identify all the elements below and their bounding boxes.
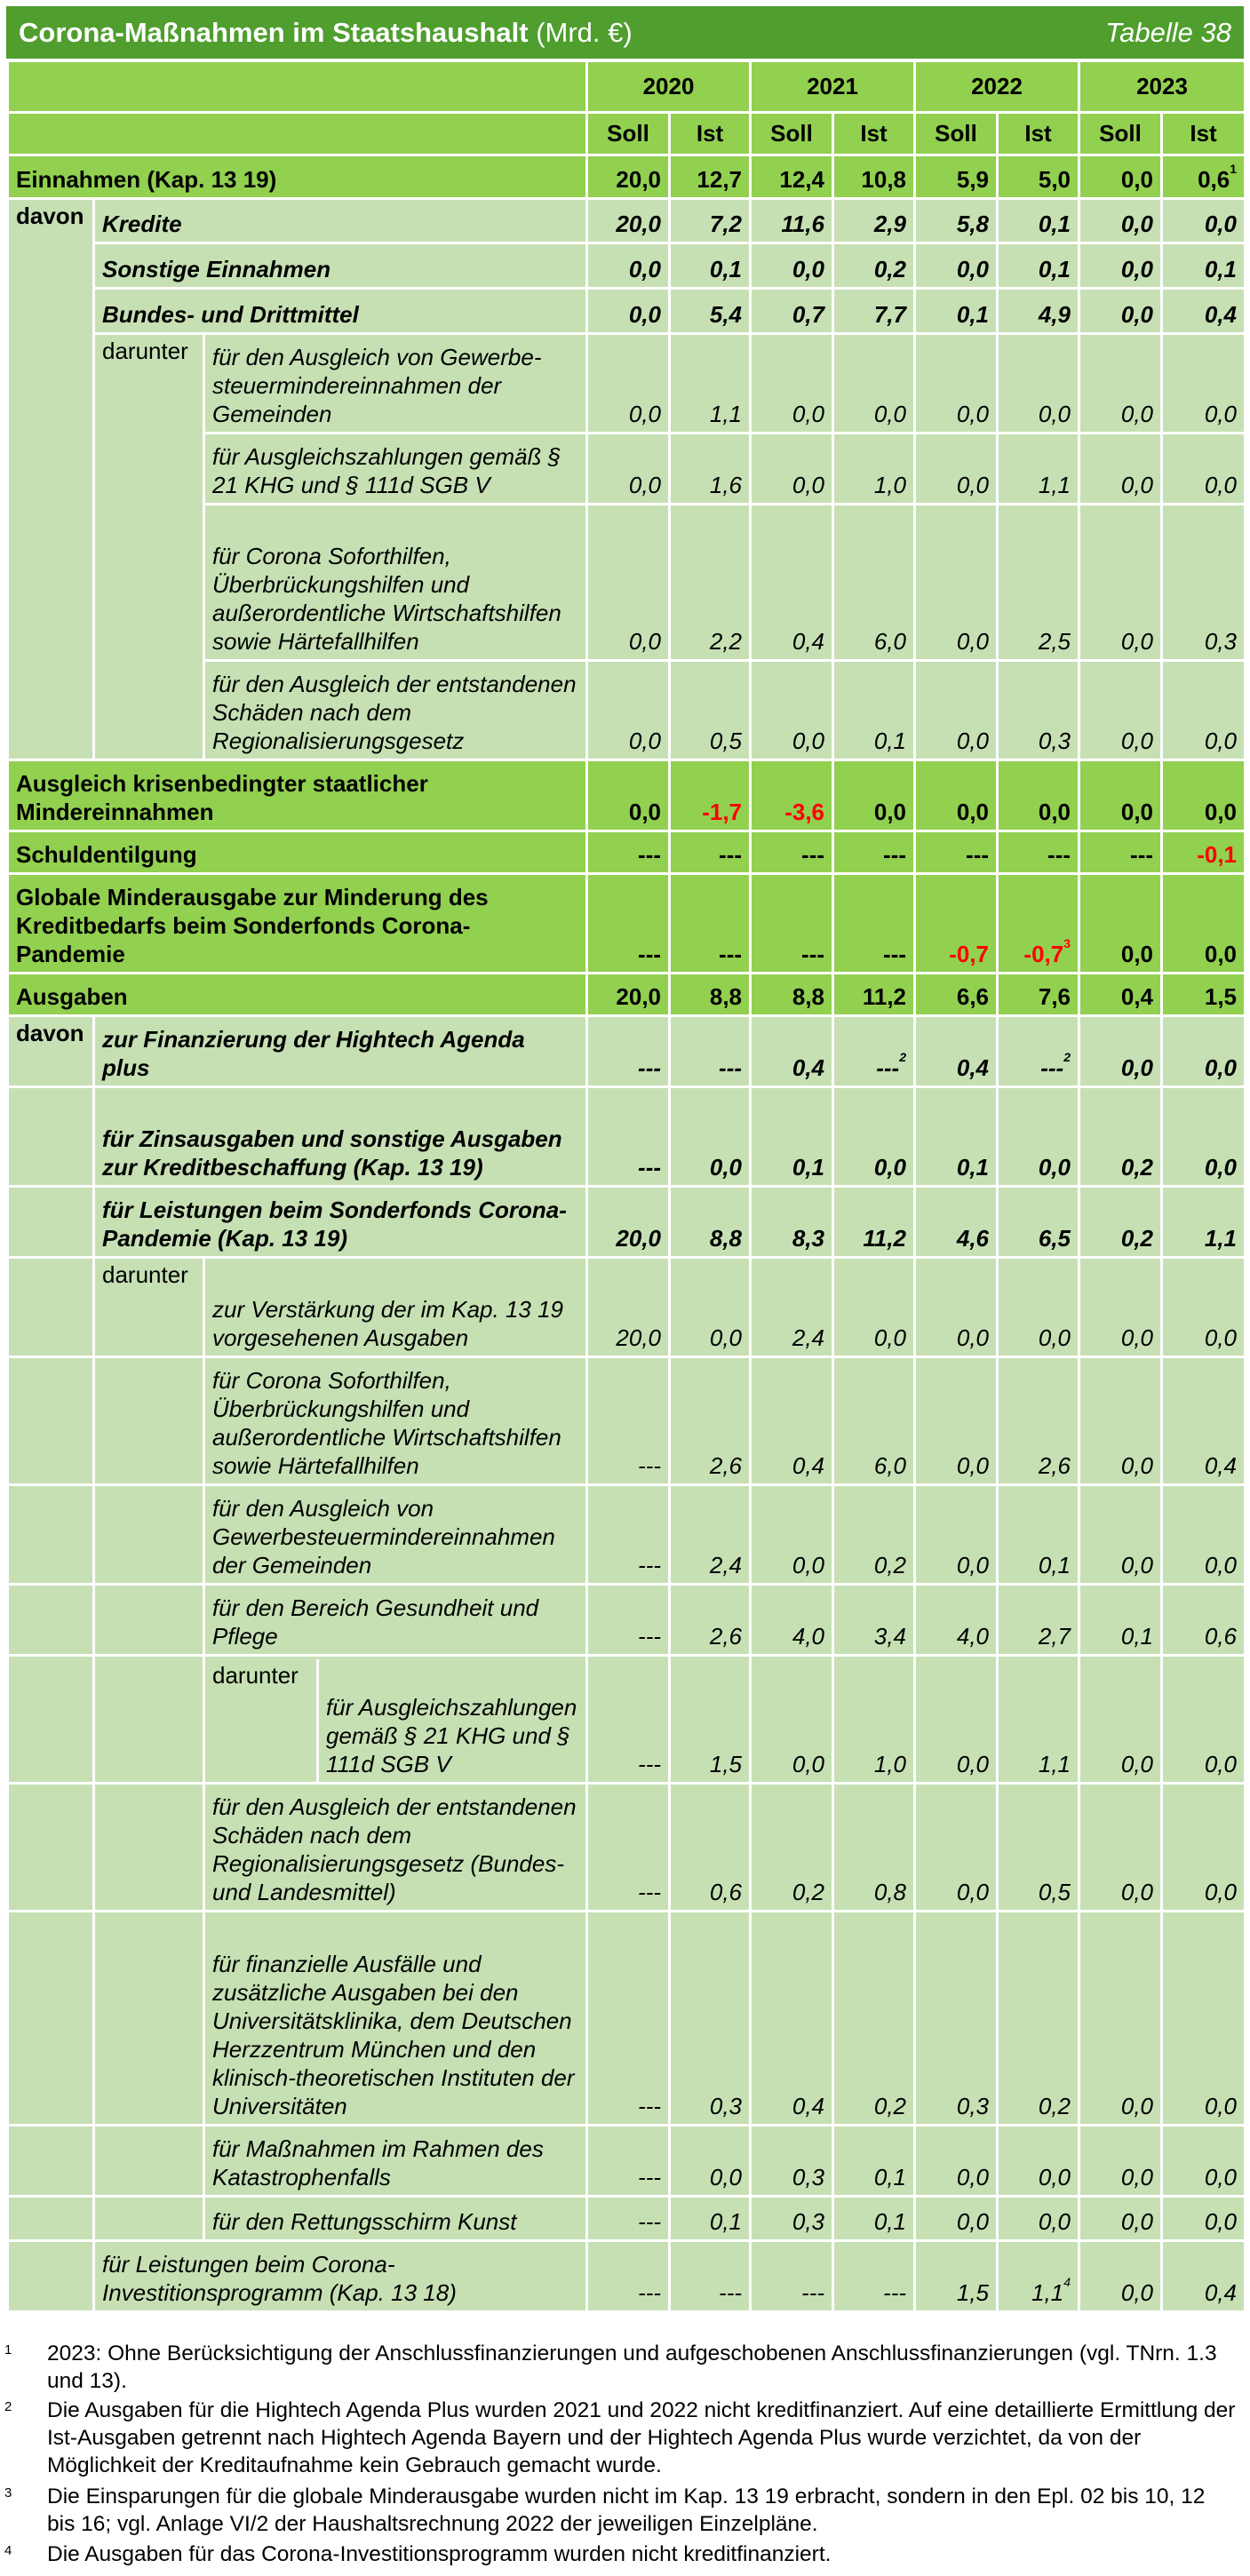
ist-header: Ist xyxy=(833,113,915,155)
year-2023: 2023 xyxy=(1079,61,1246,113)
row-aus-soforthilfen: für Corona Soforthilfen, Überbrückungshilfen und außerordentliche Wirtschaftshilfen sowie Härtefallhilfen --- 2,6 0,4 6,0 0,0 2,6 0,0 0,4 xyxy=(8,1357,1246,1485)
row-ein-khg: für Ausgleichszahlungen gemäß § 21 KHG und § 111d SGB V 0,0 1,6 0,0 1,0 0,0 1,1 0,0 0,0 xyxy=(8,433,1246,505)
row-kredite: davon Kredite 20,0 7,2 11,6 2,9 5,8 0,1 0,0 0,0 xyxy=(8,199,1246,243)
soll-header: Soll xyxy=(1079,113,1162,155)
ist-header: Ist xyxy=(998,113,1079,155)
row-ein-soforthilfen: für Corona Soforthilfen, Überbrückungshilfen und außerordentliche Wirtschaftshilfen sowie Härtefallhilfen 0,0 2,2 0,4 6,0 0,0 2,5 0,0 0,3 xyxy=(8,505,1246,661)
row-globale-minderausgabe: Globale Minderausgabe zur Minderung des Kreditbedarfs beim Sonderfonds Corona-Pandemie --- --- --- --- -0,7 $-0,7^3$ 0,0 0,0 xyxy=(8,874,1246,974)
row-leistungen-sonderfonds: für Leistungen beim Sonderfonds Corona-Pandemie (Kap. 13 19) 20,0 8,8 8,3 11,2 4,6 6,5 0,2 1,1 xyxy=(8,1187,1246,1258)
footnote-ref-1: 1 xyxy=(1230,162,1238,176)
table-title-bar xyxy=(6,6,1244,59)
header-years xyxy=(8,61,1246,113)
row-schuldentilgung: Schuldentilgung --- --- --- --- --- --- --- -0,1 xyxy=(8,831,1246,874)
ist-header: Ist xyxy=(670,113,751,155)
row-investitionsprogramm: für Leistungen beim Corona-Investitionsprogramm (Kap. 13 18) --- --- --- --- 1,5 $1,1^4$ 0,0 0,4 xyxy=(8,2241,1246,2312)
soll-header: Soll xyxy=(587,113,670,155)
year-2022: 2022 xyxy=(915,61,1079,113)
row-aus-katastrophenfall: für Maßnahmen im Rahmen des Katastrophenfalls --- 0,0 0,3 0,1 0,0 0,0 0,0 0,0 xyxy=(8,2126,1246,2197)
row-ein-regionalisierung: für den Ausgleich der entstandenen Schäden nach dem Regionalisierungsgesetz 0,0 0,5 0,0 0,1 0,0 0,3 0,0 0,0 xyxy=(8,661,1246,760)
davon-label: davon xyxy=(8,1016,94,1087)
row-ein-gewerbesteuer: darunter für den Ausgleich von Gewerbesteuermindereinnahmen der Gemeinden 0,0 1,1 0,0 0,0 0,0 0,0 0,0 0,0 xyxy=(8,334,1246,433)
header-soll-ist xyxy=(8,113,1246,155)
darunter-label: darunter xyxy=(205,1659,319,1782)
soll-header: Soll xyxy=(751,113,833,155)
row-aus-rettungsschirm-kunst: für den Rettungsschirm Kunst --- 0,1 0,3 0,1 0,0 0,0 0,0 0,0 xyxy=(8,2197,1246,2241)
davon-label: davon xyxy=(8,199,94,760)
darunter-label: darunter xyxy=(94,1258,204,1357)
ist-header: Ist xyxy=(1162,113,1246,155)
footnote-ref-2: 2 xyxy=(1063,1050,1071,1064)
row-label: Einnahmen (Kap. 13 19) xyxy=(8,155,587,199)
row-hightech: davon zur Finanzierung der Hightech Agenda plus --- --- 0,4 ---$^2$ 0,4 ---$^2$ 0,0 0,0 xyxy=(8,1016,1246,1087)
row-zinsausgaben: für Zinsausgaben und sonstige Ausgaben zur Kreditbeschaffung (Kap. 13 19) --- 0,0 0,1 0,0 0,1 0,0 0,2 0,0 xyxy=(8,1087,1246,1187)
table-number: Tabelle 38 xyxy=(1105,16,1231,48)
soll-header: Soll xyxy=(915,113,998,155)
darunter-label: darunter xyxy=(94,334,204,760)
row-aus-universitaetsklinika: für finanzielle Ausfälle und zusätzliche Ausgaben bei den Universitätsklinika, dem Deutschen Herzzentrum München und den klinisch-theoretischen Instituten der Universitäten --- 0,3 0,4 0,2 0,3 0,2 0,0 0,0 xyxy=(8,1912,1246,2126)
row-aus-khg: darunter für Ausgleichszahlungen gemäß § 21 KHG und § 111d SGB V --- 1,5 0,0 1,0 0,0 1,1 0,0 0,0 xyxy=(8,1656,1246,1784)
year-2021: 2021 xyxy=(751,61,915,113)
row-aus-gewerbesteuer: für den Ausgleich von Gewerbesteuermindereinnahmen der Gemeinden --- 2,4 0,0 0,2 0,0 0,1 0,0 0,0 xyxy=(8,1485,1246,1585)
row-bundes-drittmittel: Bundes- und Drittmittel 0,0 5,4 0,7 7,7 0,1 4,9 0,0 0,4 xyxy=(8,289,1246,334)
year-2020: 2020 xyxy=(587,61,751,113)
corona-table xyxy=(6,60,1246,2313)
row-einnahmen: Einnahmen (Kap. 13 19) 20,0 12,7 12,4 10,8 5,9 5,0 0,0 $0,6^1$ xyxy=(8,155,1246,199)
row-aus-gesundheit: für den Bereich Gesundheit und Pflege --- 2,6 4,0 3,4 4,0 2,7 0,1 0,6 xyxy=(8,1585,1246,1656)
footnote-ref-4: 4 xyxy=(1063,2275,1071,2289)
row-aus-regionalisierung: für den Ausgleich der entstandenen Schäden nach dem Regionalisierungsgesetz (Bundes- und Landesmittel) --- 0,6 0,2 0,8 0,0 0,5 0,0 0,0 xyxy=(8,1784,1246,1912)
row-ausgleich: Ausgleich krisenbedingter staatlicher Mindereinnahmen 0,0 -1,7 -3,6 0,0 0,0 0,0 0,0 0,0 xyxy=(8,760,1246,831)
row-sonstige-einnahmen: Sonstige Einnahmen 0,0 0,1 0,0 0,2 0,0 0,1 0,0 0,1 xyxy=(8,243,1246,289)
table-title: Corona-Maßnahmen im Staatshaushalt (Mrd. €) xyxy=(19,16,633,48)
footnote-ref-3: 3 xyxy=(1063,936,1071,950)
row-aus-verstaerkung: darunter zur Verstärkung der im Kap. 13 19 vorgesehenen Ausgaben 20,0 0,0 2,4 0,0 0,0 0,0 0,0 0,0 xyxy=(8,1258,1246,1357)
row-ausgaben: Ausgaben 20,0 8,8 8,8 11,2 6,6 7,6 0,4 1,5 xyxy=(8,974,1246,1016)
footnote-ref-2: 2 xyxy=(899,1050,907,1064)
